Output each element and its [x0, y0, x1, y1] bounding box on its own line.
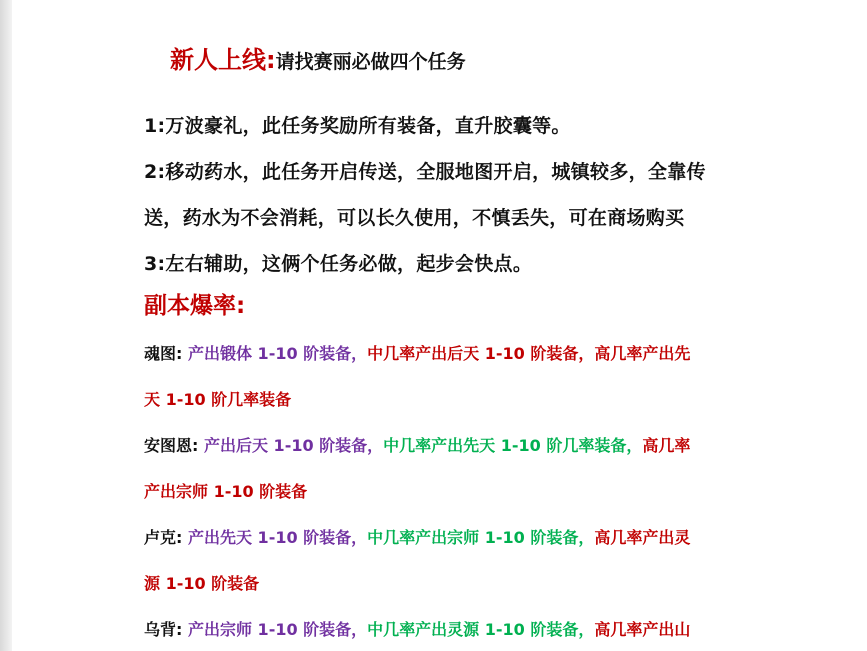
drop-high: 高几率产出山: [594, 620, 691, 639]
drop-entry-line: [144, 617, 690, 640]
title-rest: 请找赛丽必做四个任务: [275, 51, 466, 73]
drop-high: 高几率产出灵: [594, 528, 691, 547]
task-line-1: 1:万波豪礼，此任务奖励所有装备，直升胶囊等。: [144, 115, 571, 137]
task-line-2: 2:移动药水，此任务开启传送，全服地图开启，城镇较多，全靠传: [144, 161, 706, 183]
drop-entry-line: [144, 341, 690, 364]
drop-base: 产出后天 1-10 阶装备，: [203, 436, 384, 455]
dungeon-name: 安图恩:: [144, 436, 199, 455]
drop-mid: 中几率产出灵源 1-10 阶装备，: [367, 620, 595, 639]
task-line-3: 送，药水为不会消耗，可以长久使用，不慎丢失，可在商场购买: [144, 207, 685, 229]
drop-mid: 中几率产出宗师 1-10 阶装备，: [367, 528, 595, 547]
drop-continuation: 源 1-10 阶装备: [144, 574, 260, 593]
dungeon-name: 魂图:: [144, 344, 183, 363]
drop-mid: 中几率产出后天 1-10 阶装备，: [367, 344, 595, 363]
drop-high: 高几率: [642, 436, 691, 455]
drop-base: 产出锻体 1-10 阶装备，: [187, 344, 368, 363]
drop-entry-line: [144, 433, 690, 456]
drops-heading: 副本爆率:: [144, 293, 246, 319]
drop-continuation: 产出宗师 1-10 阶装备: [144, 482, 308, 501]
page-shadow-edge: [0, 0, 12, 651]
drop-continuation: 天 1-10 阶几率装备: [144, 390, 292, 409]
task-line-4: 3:左右辅助，这俩个任务必做，起步会快点。: [144, 253, 533, 275]
document-page: [12, 0, 867, 651]
drop-high: 高几率产出先: [594, 344, 691, 363]
drop-base: 产出宗师 1-10 阶装备，: [187, 620, 368, 639]
dungeon-name: 乌背:: [144, 620, 183, 639]
page-title: [170, 40, 466, 75]
dungeon-name: 卢克:: [144, 528, 183, 547]
drop-mid: 中几率产出先天 1-10 阶几率装备，: [383, 436, 643, 455]
drop-base: 产出先天 1-10 阶装备，: [187, 528, 368, 547]
title-highlight: 新人上线:: [170, 46, 276, 74]
drop-entry-line: [144, 525, 690, 548]
